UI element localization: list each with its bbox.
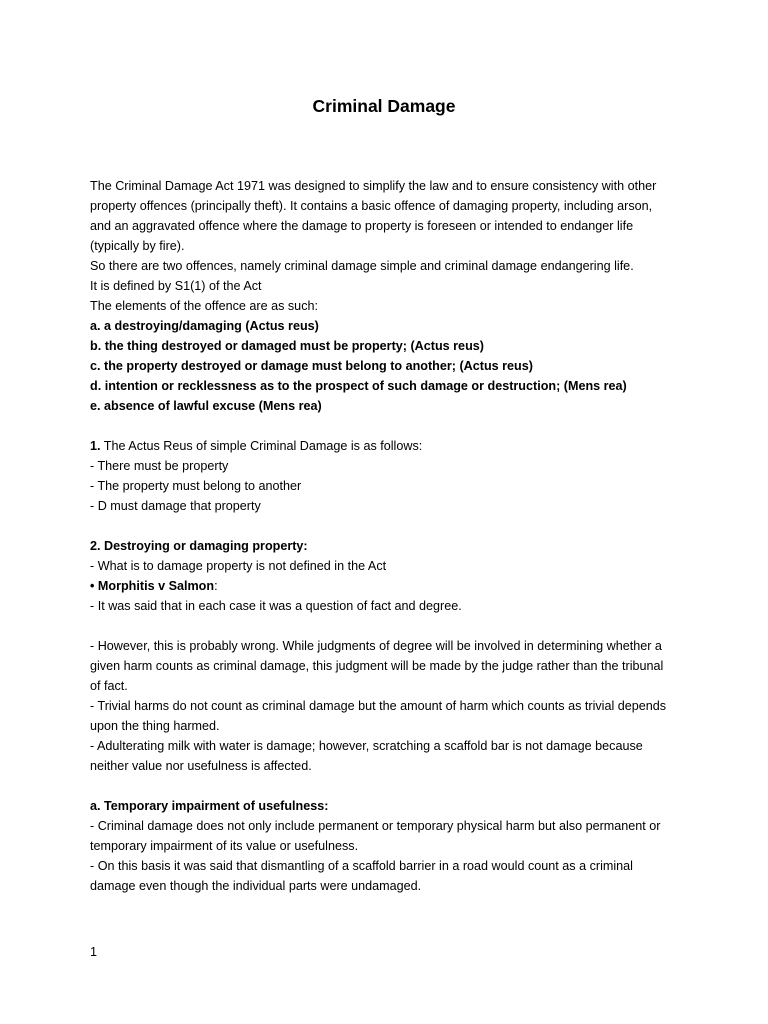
paragraph-line: of fact. bbox=[90, 679, 128, 693]
spacer bbox=[90, 416, 682, 436]
element-item-d: d. intention or recklessness as to the prospect of such damage or destruction; (Mens rea) bbox=[90, 379, 627, 393]
element-item-b: b. the thing destroyed or damaged must be property; (Actus reus) bbox=[90, 339, 484, 353]
list-item: - It was said that in each case it was a question of fact and degree. bbox=[90, 599, 462, 613]
list-item: - There must be property bbox=[90, 459, 229, 473]
paragraph-line: - Trivial harms do not count as criminal damage but the amount of harm which counts as trivial depends bbox=[90, 699, 667, 713]
paragraph-line: - Criminal damage does not only include permanent or temporary physical harm but also permanent or bbox=[90, 819, 661, 833]
paragraph-line: given harm counts as criminal damage, this judgment will be made by the judge rather than the tribunal bbox=[90, 659, 664, 673]
section-1-intro bbox=[90, 436, 682, 456]
paragraph-line: (typically by fire). bbox=[90, 239, 185, 253]
list-item: - D must damage that property bbox=[90, 499, 261, 513]
paragraph-line: The elements of the offence are as such: bbox=[90, 299, 318, 313]
spacer bbox=[90, 616, 682, 636]
case-colon: : bbox=[214, 579, 218, 593]
paragraph-line: - However, this is probably wrong. While judgments of degree will be involved in determining whether a bbox=[90, 639, 662, 653]
subsection-heading: a. Temporary impairment of usefulness: bbox=[90, 799, 329, 813]
spacer bbox=[90, 516, 682, 536]
paragraph-line: upon the thing harmed. bbox=[90, 719, 220, 733]
paragraph-line: - Adulterating milk with water is damage; however, scratching a scaffold bar is not damage because bbox=[90, 739, 643, 753]
element-item-e: e. absence of lawful excuse (Mens rea) bbox=[90, 399, 322, 413]
paragraph-line: neither value nor usefulness is affected. bbox=[90, 759, 312, 773]
document-body bbox=[90, 176, 682, 896]
element-item-a: a. a destroying/damaging (Actus reus) bbox=[90, 319, 319, 333]
list-item: - What is to damage property is not defined in the Act bbox=[90, 559, 387, 573]
element-item-c: c. the property destroyed or damage must belong to another; (Actus reus) bbox=[90, 359, 533, 373]
paragraph-line: So there are two offences, namely criminal damage simple and criminal damage endangering life. bbox=[90, 259, 634, 273]
case-name: • Morphitis v Salmon bbox=[90, 579, 215, 593]
section-1-number: 1. bbox=[90, 439, 101, 453]
paragraph-line: and an aggravated offence where the damage to property is foreseen or intended to endanger life bbox=[90, 219, 634, 233]
spacer bbox=[90, 776, 682, 796]
section-1-text: The Actus Reus of simple Criminal Damage is as follows: bbox=[100, 439, 423, 453]
list-item: - The property must belong to another bbox=[90, 479, 302, 493]
case-reference bbox=[90, 576, 682, 596]
document-title: Criminal Damage bbox=[312, 96, 456, 116]
page-number: 1 bbox=[90, 945, 98, 959]
paragraph-line: The Criminal Damage Act 1971 was designed to simplify the law and to ensure consistency with other bbox=[90, 179, 657, 193]
paragraph-line: property offences (principally theft). It contains a basic offence of damaging property, including arson, bbox=[90, 199, 653, 213]
paragraph-line: It is defined by S1(1) of the Act bbox=[90, 279, 262, 293]
paragraph-line: damage even though the individual parts were undamaged. bbox=[90, 879, 422, 893]
section-2-heading: 2. Destroying or damaging property: bbox=[90, 539, 308, 553]
paragraph-line: - On this basis it was said that dismantling of a scaffold barrier in a road would count as a criminal bbox=[90, 859, 633, 873]
paragraph-line: temporary impairment of its value or usefulness. bbox=[90, 839, 359, 853]
